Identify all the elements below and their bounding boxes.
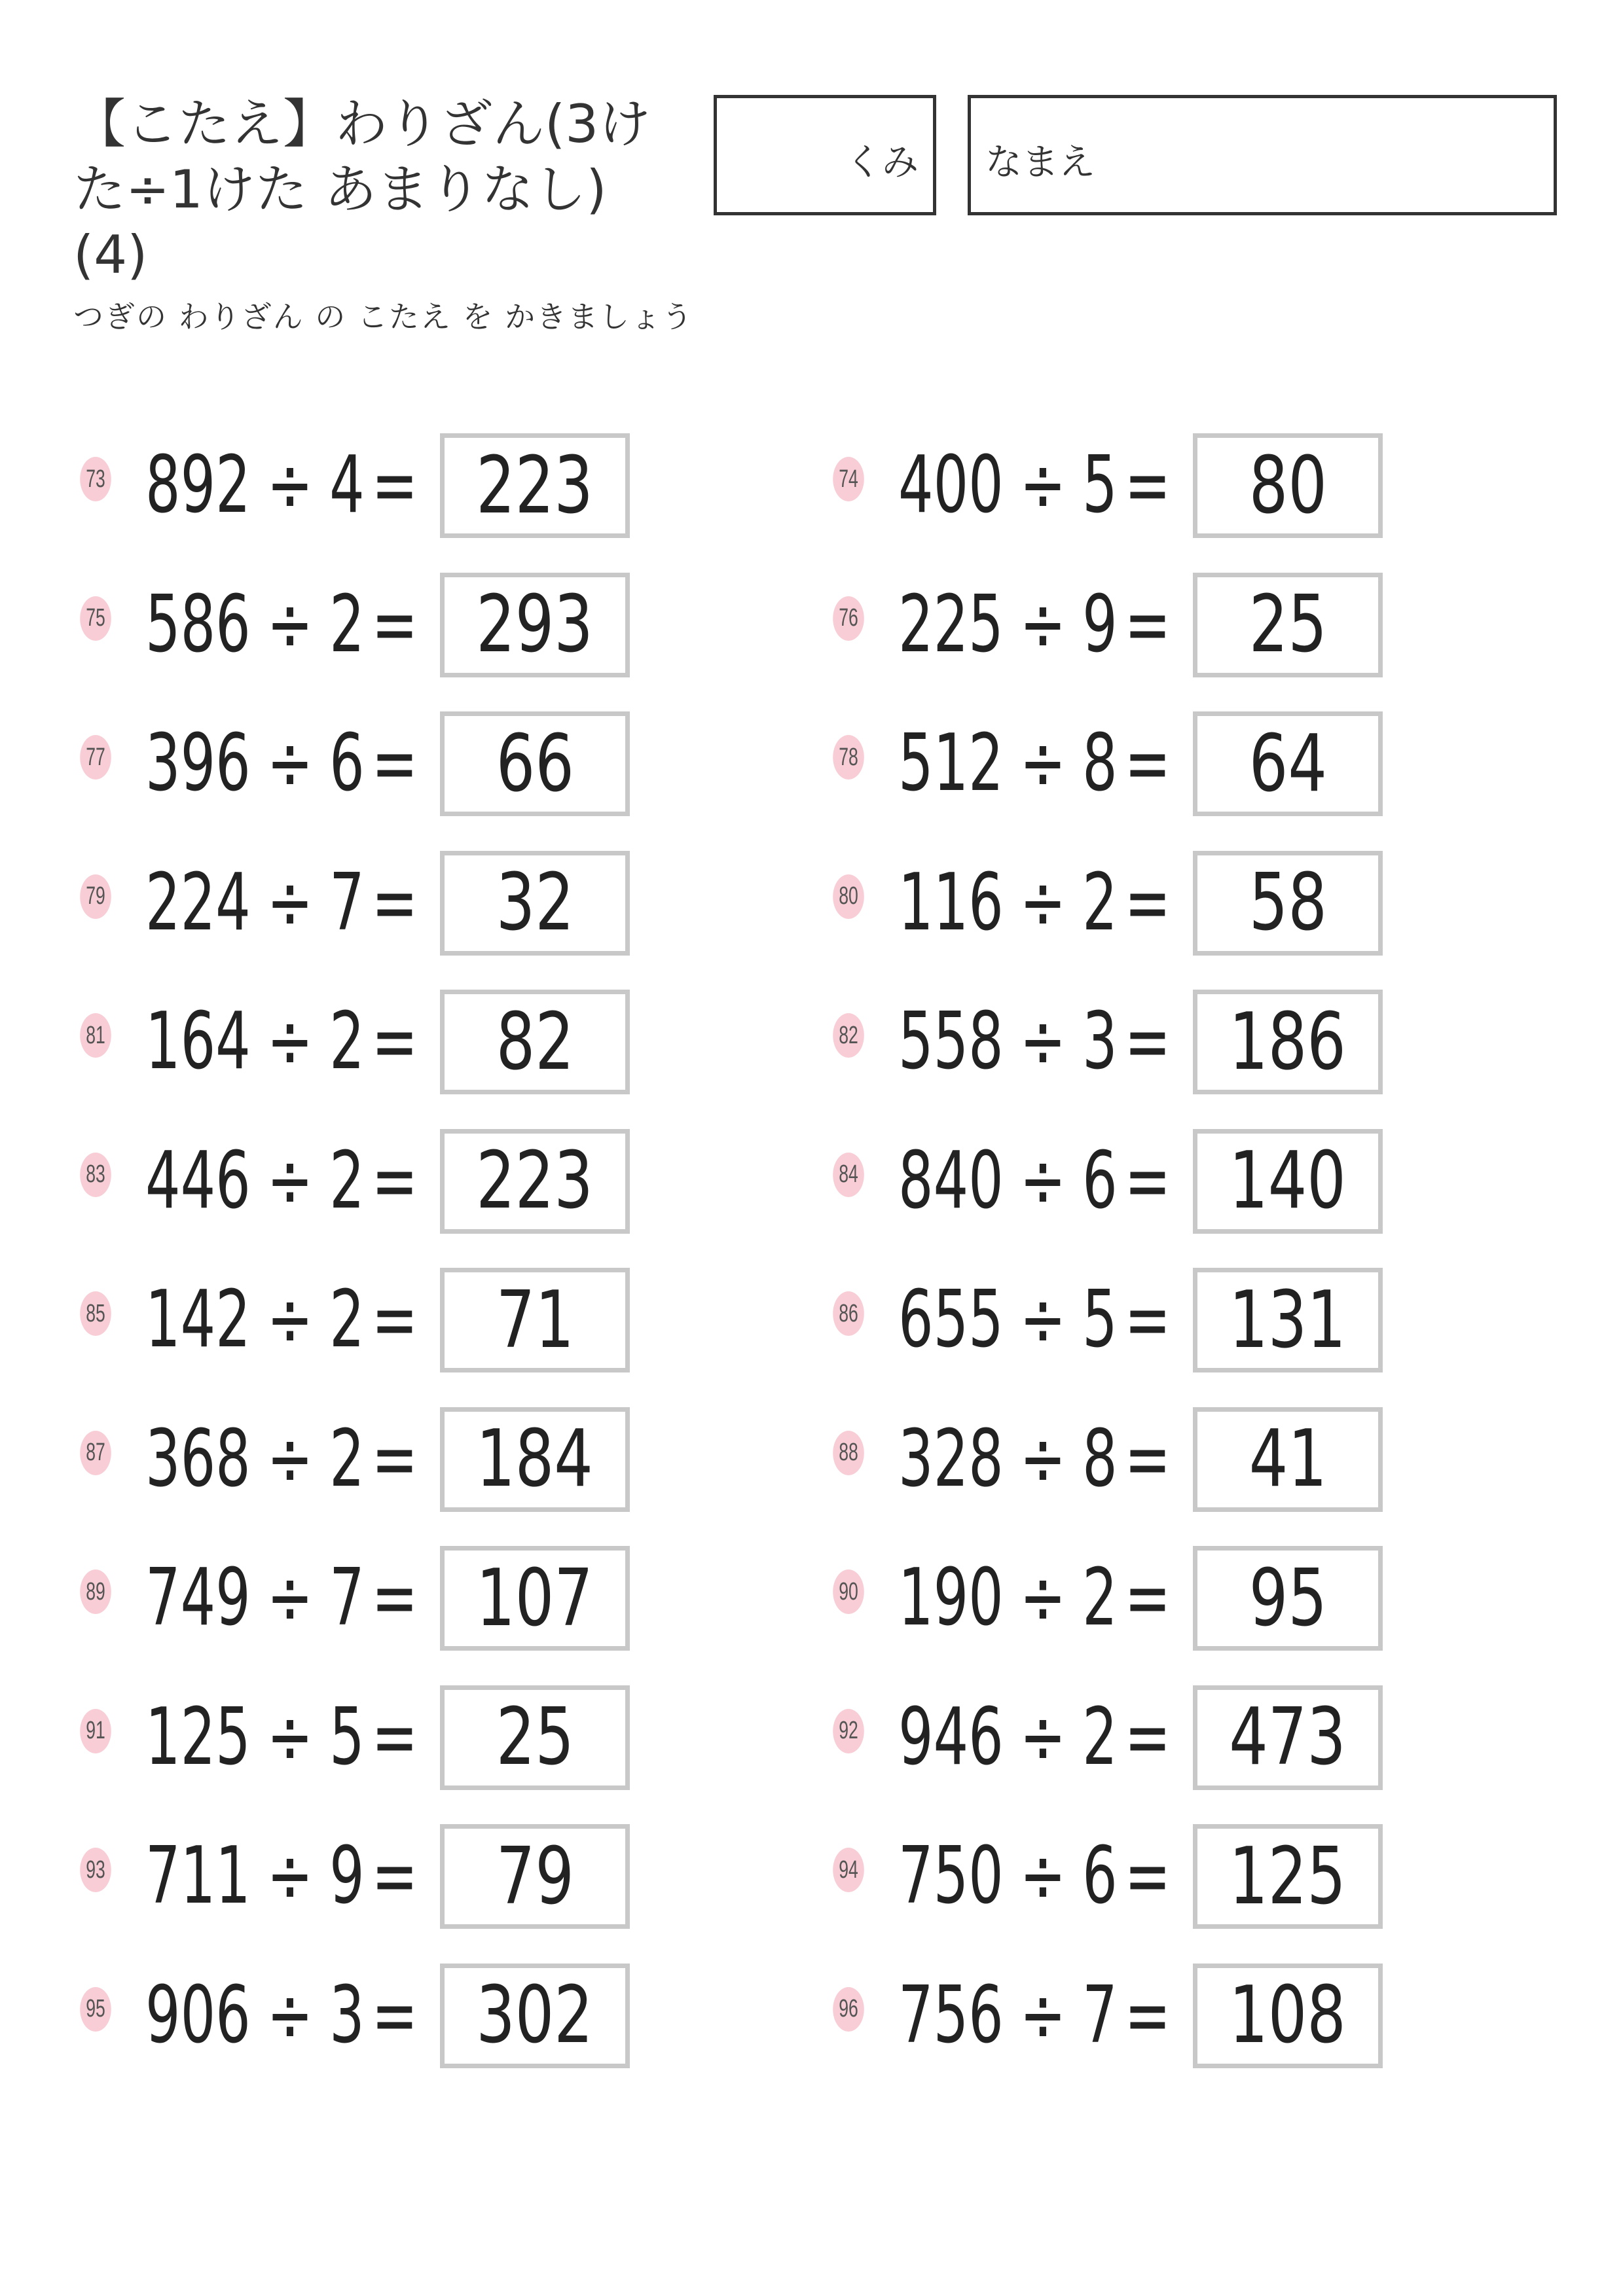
- answer-value: 80: [1249, 440, 1327, 531]
- division-expression: [898, 1552, 1171, 1644]
- equals-sign: =: [371, 1552, 418, 1643]
- division-expression: [145, 440, 418, 531]
- divisor: 9: [329, 1831, 365, 1922]
- answer-box[interactable]: [440, 573, 630, 677]
- answer-box[interactable]: [440, 711, 630, 816]
- title-line: (4): [73, 224, 148, 285]
- divide-sign: ÷: [266, 857, 314, 948]
- answer-box[interactable]: [1193, 1407, 1383, 1512]
- divisor: 7: [329, 857, 365, 948]
- divide-sign: ÷: [1019, 1274, 1067, 1365]
- divisor: 3: [329, 1969, 365, 2061]
- division-expression: [145, 1970, 418, 2062]
- problem-number-badge: 89: [80, 1570, 111, 1614]
- problem-number-badge: 76: [833, 596, 864, 641]
- dividend: 396: [145, 718, 251, 809]
- problem-item: [73, 990, 728, 1094]
- answer-value: 79: [496, 1831, 574, 1922]
- division-expression: [898, 1274, 1171, 1366]
- divide-sign: ÷: [266, 996, 314, 1087]
- answer-box[interactable]: [1193, 1964, 1383, 2068]
- answer-box[interactable]: [1193, 433, 1383, 538]
- problem-item: [73, 851, 728, 956]
- answer-box[interactable]: [440, 990, 630, 1094]
- answer-value: 25: [496, 1692, 574, 1783]
- answer-box[interactable]: [440, 1268, 630, 1372]
- dividend: 840: [898, 1135, 1004, 1227]
- problem-number-badge: 74: [833, 457, 864, 501]
- problem-item: [826, 1407, 1481, 1512]
- divide-sign: ÷: [266, 1413, 314, 1505]
- equals-sign: =: [1124, 579, 1171, 670]
- answer-value: 223: [476, 1136, 594, 1227]
- problem-item: [826, 1964, 1481, 2068]
- dividend: 906: [145, 1969, 251, 2061]
- division-expression: [145, 718, 418, 810]
- problem-item: [826, 1546, 1481, 1651]
- division-expression: [145, 1831, 418, 1922]
- divisor: 6: [329, 718, 365, 809]
- divide-sign: ÷: [1019, 1552, 1067, 1643]
- divide-sign: ÷: [266, 718, 314, 809]
- divisor: 2: [1082, 1552, 1118, 1643]
- dividend: 711: [145, 1831, 251, 1922]
- answer-value: 71: [496, 1274, 574, 1366]
- problem-number-badge: 86: [833, 1291, 864, 1336]
- divisor: 2: [329, 996, 365, 1087]
- answer-box[interactable]: [440, 433, 630, 538]
- problem-number-badge: 77: [80, 735, 111, 780]
- answer-box[interactable]: [1193, 1685, 1383, 1790]
- division-expression: [898, 718, 1171, 810]
- division-expression: [145, 1414, 418, 1505]
- divisor: 6: [1082, 1831, 1118, 1922]
- answer-box[interactable]: [1193, 990, 1383, 1094]
- answer-box[interactable]: [440, 851, 630, 956]
- division-expression: [898, 440, 1171, 531]
- dividend: 400: [898, 440, 1004, 531]
- answer-value: 95: [1249, 1552, 1327, 1644]
- divide-sign: ÷: [1019, 1413, 1067, 1505]
- equals-sign: =: [371, 1413, 418, 1505]
- dividend: 328: [898, 1413, 1004, 1505]
- problem-number-badge: 90: [833, 1570, 864, 1614]
- divide-sign: ÷: [266, 1552, 314, 1643]
- divide-sign: ÷: [1019, 1691, 1067, 1783]
- problem-item: [73, 573, 728, 677]
- problem-number-badge: 82: [833, 1013, 864, 1058]
- division-expression: [145, 1274, 418, 1366]
- division-expression: [898, 1136, 1171, 1227]
- problem-number-badge: 83: [80, 1153, 111, 1197]
- division-expression: [145, 1692, 418, 1784]
- divide-sign: ÷: [266, 1135, 314, 1227]
- divisor: 5: [1082, 1274, 1118, 1365]
- problem-item: [73, 1964, 728, 2068]
- divide-sign: ÷: [266, 1274, 314, 1365]
- dividend: 750: [898, 1831, 1004, 1922]
- dividend: 655: [898, 1274, 1004, 1365]
- problem-item: [73, 1268, 728, 1372]
- answer-value: 108: [1229, 1970, 1347, 2061]
- divisor: 7: [1082, 1969, 1118, 2061]
- answer-value: 140: [1229, 1136, 1347, 1227]
- answer-box[interactable]: [440, 1685, 630, 1790]
- class-label: くみ: [845, 141, 919, 184]
- divide-sign: ÷: [266, 1831, 314, 1922]
- equals-sign: =: [371, 1969, 418, 2061]
- answer-box[interactable]: [440, 1964, 630, 2068]
- problem-number-badge: 96: [833, 1987, 864, 2032]
- problem-item: [73, 1685, 728, 1790]
- division-expression: [898, 996, 1171, 1088]
- equals-sign: =: [371, 857, 418, 948]
- equals-sign: =: [371, 579, 418, 670]
- answer-box[interactable]: [440, 1407, 630, 1512]
- answer-value: 64: [1249, 718, 1327, 810]
- divisor: 2: [329, 1274, 365, 1365]
- answer-box[interactable]: [1193, 711, 1383, 816]
- equals-sign: =: [1124, 857, 1171, 948]
- instruction-text: つぎの わりざん の こたえ を かきましょう: [73, 299, 694, 334]
- problem-item: [73, 711, 728, 816]
- answer-value: 41: [1249, 1414, 1327, 1505]
- problem-number-badge: 80: [833, 874, 864, 919]
- problem-number-badge: 91: [80, 1709, 111, 1753]
- dividend: 446: [145, 1135, 251, 1227]
- answer-box[interactable]: [440, 1129, 630, 1234]
- dividend: 125: [145, 1691, 251, 1783]
- division-expression: [145, 1552, 418, 1644]
- division-expression: [898, 1692, 1171, 1784]
- answer-box[interactable]: [1193, 1824, 1383, 1929]
- divisor: 5: [329, 1691, 365, 1783]
- problem-item: [826, 711, 1481, 816]
- problem-item: [73, 1407, 728, 1512]
- title-line: 【こたえ】わりざん(3け: [73, 94, 651, 154]
- answer-box[interactable]: [440, 1546, 630, 1651]
- problem-number-badge: 87: [80, 1431, 111, 1475]
- divide-sign: ÷: [266, 579, 314, 670]
- title-line: た÷1けた あまりなし): [73, 159, 607, 220]
- division-expression: [898, 1414, 1171, 1505]
- dividend: 190: [898, 1552, 1004, 1643]
- dividend: 512: [898, 718, 1004, 809]
- answer-value: 186: [1229, 996, 1347, 1088]
- divisor: 3: [1082, 996, 1118, 1087]
- divisor: 7: [329, 1552, 365, 1643]
- answer-box[interactable]: [1193, 573, 1383, 677]
- divisor: 5: [1082, 440, 1118, 531]
- equals-sign: =: [371, 996, 418, 1087]
- divisor: 2: [1082, 1691, 1118, 1783]
- dividend: 225: [898, 579, 1004, 670]
- problem-item: [826, 1129, 1481, 1234]
- problem-number-badge: 94: [833, 1848, 864, 1892]
- dividend: 586: [145, 579, 251, 670]
- problem-number-badge: 73: [80, 457, 111, 501]
- division-expression: [898, 1831, 1171, 1922]
- divide-sign: ÷: [1019, 1135, 1067, 1227]
- divisor: 8: [1082, 1413, 1118, 1505]
- problem-number-badge: 93: [80, 1848, 111, 1892]
- equals-sign: =: [371, 440, 418, 531]
- divide-sign: ÷: [1019, 857, 1067, 948]
- divide-sign: ÷: [1019, 1969, 1067, 2061]
- equals-sign: =: [1124, 1413, 1171, 1505]
- problem-item: [73, 1129, 728, 1234]
- problem-item: [826, 433, 1481, 538]
- dividend: 224: [145, 857, 251, 948]
- answer-value: 293: [476, 579, 594, 670]
- answer-value: 223: [476, 440, 594, 531]
- equals-sign: =: [371, 1691, 418, 1783]
- equals-sign: =: [1124, 440, 1171, 531]
- answer-value: 184: [476, 1414, 594, 1505]
- problem-number-badge: 84: [833, 1153, 864, 1197]
- answer-box[interactable]: [1193, 1268, 1383, 1372]
- divide-sign: ÷: [1019, 440, 1067, 531]
- problem-item: [826, 851, 1481, 956]
- dividend: 558: [898, 996, 1004, 1087]
- name-label: なまえ: [985, 141, 1095, 184]
- division-expression: [145, 579, 418, 671]
- divide-sign: ÷: [1019, 718, 1067, 809]
- division-expression: [145, 857, 418, 949]
- answer-value: 131: [1229, 1274, 1347, 1366]
- equals-sign: =: [1124, 996, 1171, 1087]
- answer-box[interactable]: [1193, 1546, 1383, 1651]
- dividend: 892: [145, 440, 251, 531]
- equals-sign: =: [1124, 1969, 1171, 2061]
- divisor: 8: [1082, 718, 1118, 809]
- dividend: 756: [898, 1969, 1004, 2061]
- problem-number-badge: 88: [833, 1431, 864, 1475]
- problem-number-badge: 85: [80, 1291, 111, 1336]
- problem-number-badge: 95: [80, 1987, 111, 2032]
- answer-value: 32: [496, 857, 574, 948]
- problem-item: [826, 1824, 1481, 1929]
- problem-number-badge: 79: [80, 874, 111, 919]
- divisor: 2: [329, 579, 365, 670]
- problem-item: [826, 1685, 1481, 1790]
- problem-item: [826, 990, 1481, 1094]
- divide-sign: ÷: [1019, 1831, 1067, 1922]
- answer-value: 473: [1229, 1692, 1347, 1783]
- answer-value: 25: [1249, 579, 1327, 670]
- answer-value: 58: [1249, 857, 1327, 948]
- answer-value: 66: [496, 718, 574, 810]
- answer-value: 302: [476, 1970, 594, 2061]
- dividend: 164: [145, 996, 251, 1087]
- dividend: 749: [145, 1552, 251, 1643]
- answer-value: 82: [496, 996, 574, 1088]
- problem-number-badge: 81: [80, 1013, 111, 1058]
- dividend: 368: [145, 1413, 251, 1505]
- dividend: 946: [898, 1691, 1004, 1783]
- divide-sign: ÷: [266, 440, 314, 531]
- division-expression: [145, 996, 418, 1088]
- division-expression: [898, 1970, 1171, 2062]
- equals-sign: =: [1124, 1831, 1171, 1922]
- divide-sign: ÷: [266, 1691, 314, 1783]
- divide-sign: ÷: [266, 1969, 314, 2061]
- divisor: 9: [1082, 579, 1118, 670]
- division-expression: [145, 1136, 418, 1227]
- divisor: 4: [329, 440, 365, 531]
- equals-sign: =: [371, 718, 418, 809]
- problem-item: [826, 573, 1481, 677]
- equals-sign: =: [371, 1831, 418, 1922]
- problem-number-badge: 78: [833, 735, 864, 780]
- divide-sign: ÷: [1019, 996, 1067, 1087]
- problem-item: [73, 433, 728, 538]
- answer-box[interactable]: [1193, 1129, 1383, 1234]
- problem-number-badge: 75: [80, 596, 111, 641]
- equals-sign: =: [1124, 1135, 1171, 1227]
- equals-sign: =: [1124, 1552, 1171, 1643]
- division-expression: [898, 579, 1171, 671]
- equals-sign: =: [371, 1274, 418, 1365]
- equals-sign: =: [1124, 718, 1171, 809]
- equals-sign: =: [371, 1135, 418, 1227]
- divide-sign: ÷: [1019, 579, 1067, 670]
- division-expression: [898, 857, 1171, 949]
- problem-item: [73, 1546, 728, 1651]
- divisor: 6: [1082, 1135, 1118, 1227]
- problem-item: [826, 1268, 1481, 1372]
- answer-box[interactable]: [440, 1824, 630, 1929]
- answer-value: 125: [1229, 1831, 1347, 1922]
- dividend: 116: [898, 857, 1004, 948]
- equals-sign: =: [1124, 1274, 1171, 1365]
- problem-number-badge: 92: [833, 1709, 864, 1753]
- divisor: 2: [329, 1413, 365, 1505]
- divisor: 2: [329, 1135, 365, 1227]
- equals-sign: =: [1124, 1691, 1171, 1783]
- problem-item: [73, 1824, 728, 1929]
- divisor: 2: [1082, 857, 1118, 948]
- answer-value: 107: [476, 1552, 594, 1644]
- dividend: 142: [145, 1274, 251, 1365]
- answer-box[interactable]: [1193, 851, 1383, 956]
